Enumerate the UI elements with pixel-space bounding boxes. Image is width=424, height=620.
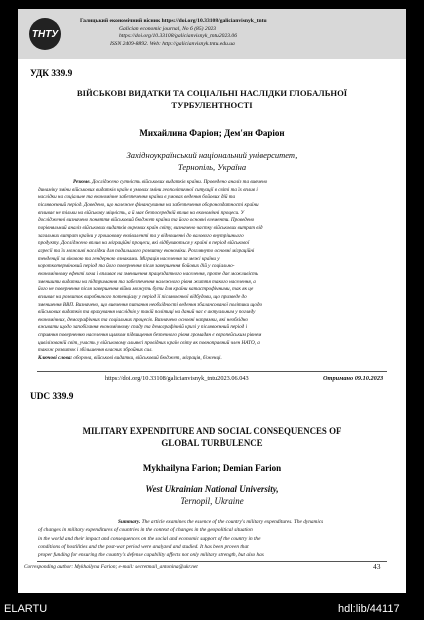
- issn-web: ISSN 2409-8892. Web: http://galicianvisnyk.tntu.edu.ua: [110, 40, 235, 47]
- en-udc: UDC 339.9: [30, 392, 74, 402]
- issue-doi-link[interactable]: https://doi.org/10.33108/galicianvisnyk_tntu2023.06: [119, 33, 238, 40]
- abstract-line: Резюме. Досліджено сутність військових видатків країни. Проведено аналіз та вивчено: [73, 179, 268, 185]
- abstract-line: загальних витрат країни у грошовому еквіваленті та у відношенні до валового внутрішнього: [38, 232, 244, 239]
- abstract-line: економічних, демографічних та соціальних процесів. Визначено основні напрямки, які необхідно: [38, 316, 248, 323]
- abstract-line: Summary. The article examines the essence of the country's military expenditures. The dynamics: [118, 519, 324, 525]
- journal-page: [18, 9, 406, 593]
- tntu-logo-icon: ТНТУ: [29, 18, 61, 50]
- abstract-lead: Резюме.: [73, 179, 91, 185]
- abstract-line: агресії та їх можливі наслідки для подальшого розвитку економіки. Розглянуто основні міграційні: [38, 247, 255, 254]
- en-authors: Mykhailyna Farion; Demian Farion: [142, 463, 282, 473]
- journal-header: [18, 9, 406, 59]
- keywords: Ключові слова: оборона, військові видатки, військовий бюджет, міграція, біженці.: [38, 355, 222, 362]
- abstract-line: сприяння поверненню населення щляхом підвищення безпечного рівня громадян є європейським рівнем: [38, 332, 262, 339]
- abstract-line: впливає на розвиток виробничого потенціалу у період її післявоєнної відбудови, що призведе до: [38, 293, 247, 300]
- abstract-line: conditions of hostilities and the post-war period were analyzed and studied. It has been proven that: [38, 543, 249, 550]
- journal-name: Галицький економічний вісник https://doi.org/10.33108/galicianvisnyk_tntu: [80, 18, 267, 24]
- abstract-line: дослідженні визначено поняття військовий бюджет країни та його основні елементи. Проведено: [38, 217, 255, 224]
- ua-abstract: [38, 179, 387, 363]
- en-abstract: [38, 518, 387, 559]
- ua-title: [18, 88, 406, 111]
- footer-divider: [37, 561, 387, 562]
- en-title-line: GLOBAL TURBULENCE: [161, 438, 263, 448]
- ua-udc: УДК 339.9: [30, 69, 73, 79]
- abstract-line: in the world and their impact and consequences on the social and economic support of the country in the: [38, 535, 261, 542]
- abstract-line: продукту. Досліджено вплив на міграційні процеси, які відбуваються у країні в період військової: [38, 240, 250, 247]
- ua-title-line: ВІЙСЬКОВІ ВИДАТКИ ТА СОЦІАЛЬНІ НАСЛІДКИ ГЛОБАЛЬНОЇ: [76, 88, 348, 98]
- en-affiliation: [18, 484, 406, 507]
- ua-title-line: ТУРБУЛЕНТНОСТІ: [171, 99, 253, 110]
- watermark-left: ELARTU: [4, 603, 48, 615]
- abstract-line: впливає не тільки на військову міцність, а й має безпосередній вплив на економічні процеси. У: [38, 209, 245, 216]
- abstract-line: зменшити видатки на підтримання та забезпечення належного рівня життя такого населення, а: [38, 278, 256, 285]
- abstract-line: також розвиток і збільшення власних збройних сил.: [38, 347, 153, 354]
- abstract-line: динаміку зміни військових видатків країн в умовах зміни геополітичної ситуації в світі та їх вплив і: [38, 186, 258, 193]
- ua-university: Західноукраїнський національний університет,: [126, 150, 298, 160]
- abstract-line: економічному ефекті хоча і впливає на зменшення працездатного населення, проте дає можливість: [38, 270, 259, 277]
- abstract-line: його не повернення після завершення війни можуть бути для країни катастрофічними, так як це: [38, 286, 254, 293]
- abstract-line: порівняльний аналіз військових видатків окремих країн світу, визначено частку військових витрат від: [38, 224, 263, 231]
- ua-affiliation: [18, 150, 406, 173]
- abstract-line: післявоєнний період. Доведено, що належне фінансування на забезпечення обороноздатності країни: [38, 201, 259, 208]
- abstract-line: вживати щодо запобігання економічному спаду та демографічній кризі у післявоєнний період і: [38, 324, 247, 331]
- page-number: 43: [373, 562, 381, 571]
- abstract-line: наслідки на соціальне та економічне забезпечення країни в умовах ведення бойових дій та: [38, 194, 236, 201]
- received-date: Отримано 09.10.2023: [323, 375, 384, 382]
- en-university: West Ukrainian National University,: [145, 484, 279, 494]
- abstract-line: тенденції за віковою та гендерною ознаками. Міграція населення за межі країни у: [38, 255, 220, 262]
- abstract-line: зменшення ВВП. Визначено, що вивчення питання необхідності ведення збалансованої політики щодо: [38, 301, 263, 308]
- abstract-line: of changes in military expenditures of countries in the context of changes in the geopolitical situation: [38, 527, 253, 534]
- watermark-right: hdl:lib/44117: [338, 603, 400, 615]
- en-city: Ternopil, Ukraine: [180, 495, 244, 506]
- en-title-line: MILITARY EXPENDITURE AND SOCIAL CONSEQUENCES OF: [82, 426, 342, 436]
- abstract-line: цивілізованій світ, участь у військовому альянсі провідних країн світу як повноправний член НАТО, а: [38, 339, 260, 346]
- abstract-line: короткотерміновий період та його повернення після завершення бойових дій у соціально-: [38, 263, 235, 270]
- article-doi-link[interactable]: https://doi.org/10.33108/galicianvisnyk_tntu2023.06.043: [105, 375, 249, 382]
- divider: [37, 371, 387, 372]
- keywords-lead: Ключові слова:: [38, 355, 73, 362]
- abstract-line: proper funding for ensuring the country's defense capability affects not only military strength, but also has: [38, 552, 264, 559]
- journal-header-text: [79, 18, 267, 48]
- journal-issue: Galician economic journal, No 6 (85) 2023: [119, 25, 217, 32]
- abstract-lead: Summary.: [118, 519, 141, 525]
- en-title: [18, 425, 406, 449]
- ua-authors: Михайлина Фаріон; Дем'ян Фаріон: [139, 128, 285, 138]
- abstract-line: військових видатків та врахування наслідків у такій політиці на даний час є актуальним у погляду: [38, 309, 256, 316]
- corresponding-author: Corresponding author: Mykhailyna Farion; e-mail: secretmail_antonina@ukr.net: [24, 564, 198, 570]
- ua-city: Тернопіль, Україна: [177, 161, 247, 172]
